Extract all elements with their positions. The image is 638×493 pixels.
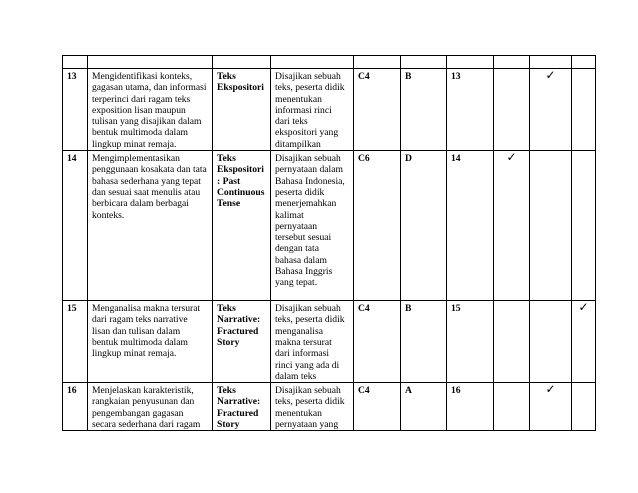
- row-number: [63, 151, 88, 301]
- table-row: [63, 301, 596, 383]
- table-row: [63, 383, 596, 431]
- answer-key-cell-text: A: [405, 385, 412, 397]
- answer-key-cell: [401, 383, 447, 431]
- checkmark-cell-1: [494, 383, 530, 431]
- indicator-cell-text: Mengimplementasikan penggunaan kosakata dan tata bahasa sederhana yang tepat dan sesuai saat menulis atau berbicara dalam berbagai konteks.: [92, 153, 207, 221]
- answer-key-cell-text: B: [405, 303, 412, 315]
- item-description-cell-text: Disajikan sebuah teks, peserta didik menentukan pernyataan yang: [275, 385, 345, 431]
- cognitive-level-cell: [354, 151, 401, 301]
- answer-key-cell-text: D: [405, 153, 412, 165]
- checkmark-cell-2: [530, 69, 572, 151]
- text-type-cell: [213, 301, 271, 383]
- checkmark-cell-2: [530, 301, 572, 383]
- indicator-cell-text: Menganalisa makna tersurat dari ragam teks narrative lisan dan tulisan dalam bentuk multimoda dalam lingkup minat remaja.: [92, 303, 201, 360]
- text-type-cell: [213, 383, 271, 431]
- item-description-cell: [271, 69, 354, 151]
- item-description-cell: [271, 383, 354, 431]
- text-type-cell-text: Teks Ekspositori: [217, 71, 264, 94]
- assessment-grid-table: [62, 55, 596, 431]
- checkmark-icon: ✓: [506, 150, 517, 165]
- table-row: [63, 151, 596, 301]
- cognitive-level-cell-text: C4: [358, 385, 370, 397]
- row-number: [63, 69, 88, 151]
- indicator-cell-text: Menjelaskan karakteristik, rangkaian penyusunan dan pengembangan gagasan secara sederhana dari ragam: [92, 385, 201, 431]
- checkmark-cell-2: [530, 383, 572, 431]
- checkmark-cell-3: [572, 301, 596, 383]
- item-description-cell-text: Disajikan sebuah teks, peserta didik menentukan informasi rinci dari teks ekspositori yang ditampilkan: [275, 71, 345, 150]
- checkmark-cell-2: [530, 151, 572, 301]
- row-number: [63, 301, 88, 383]
- row-number: [63, 383, 88, 431]
- text-type-cell-text: Teks Ekspositori : Past Continuous Tense: [217, 153, 265, 210]
- text-type-cell-text: Teks Narrative: Fractured Story: [217, 303, 261, 348]
- text-type-cell: [213, 151, 271, 301]
- answer-key-cell: [401, 69, 447, 151]
- text-type-cell-text: Teks Narrative: Fractured Story: [217, 385, 261, 431]
- row-number-text: 13: [67, 71, 77, 82]
- cognitive-level-cell-text: C4: [358, 71, 370, 82]
- item-number-cell: [447, 151, 494, 301]
- checkmark-cell-3: [572, 69, 596, 151]
- checkmark-cell-1: [494, 301, 530, 383]
- item-number-cell: [447, 69, 494, 151]
- checkmark-icon: ✓: [545, 382, 556, 397]
- indicator-cell: [88, 301, 213, 383]
- indicator-cell-text: Mengidentifikasi konteks, gagasan utama, dan informasi terperinci dari ragam teks exposition lisan maupun tulisan yang disajikan dalam bentuk multimoda dalam lingkup minat remaja.: [92, 71, 207, 150]
- item-number-cell-text: 14: [451, 153, 461, 165]
- cognitive-level-cell: [354, 69, 401, 151]
- item-description-cell: [271, 151, 354, 301]
- answer-key-cell: [401, 151, 447, 301]
- indicator-cell: [88, 151, 213, 301]
- checkmark-cell-1: [494, 151, 530, 301]
- checkmark-icon: ✓: [545, 68, 556, 82]
- table-header-row: [63, 56, 596, 69]
- item-description-cell-text: Disajikan sebuah pernyataan dalam Bahasa Indonesia, peserta didik menerjemahkan kalimat pernyataan tersebut sesuai dengan tata bahasa dalam Bahasa Inggris yang tepat.: [275, 153, 345, 289]
- indicator-cell: [88, 383, 213, 431]
- row-number-text: 14: [67, 153, 77, 165]
- item-number-cell: [447, 301, 494, 383]
- cognitive-level-cell: [354, 301, 401, 383]
- item-number-cell: [447, 383, 494, 431]
- item-description-cell-text: Disajikan sebuah teks, peserta didik menganalisa makna tersurat dari informasi rinci yang ada di dalam teks: [275, 303, 345, 382]
- cognitive-level-cell-text: C4: [358, 303, 370, 315]
- cognitive-level-cell: [354, 383, 401, 431]
- checkmark-cell-3: [572, 383, 596, 431]
- item-number-cell-text: 13: [451, 71, 461, 82]
- item-number-cell-text: 16: [451, 385, 461, 397]
- checkmark-cell-3: [572, 151, 596, 301]
- table-row: [63, 69, 596, 151]
- indicator-cell: [88, 69, 213, 151]
- text-type-cell: [213, 69, 271, 151]
- item-number-cell-text: 15: [451, 303, 461, 315]
- checkmark-cell-1: [494, 69, 530, 151]
- answer-key-cell: [401, 301, 447, 383]
- item-description-cell: [271, 301, 354, 383]
- cognitive-level-cell-text: C6: [358, 153, 370, 165]
- checkmark-icon: ✓: [578, 300, 589, 315]
- answer-key-cell-text: B: [405, 71, 412, 82]
- row-number-text: 15: [67, 303, 77, 315]
- row-number-text: 16: [67, 385, 77, 397]
